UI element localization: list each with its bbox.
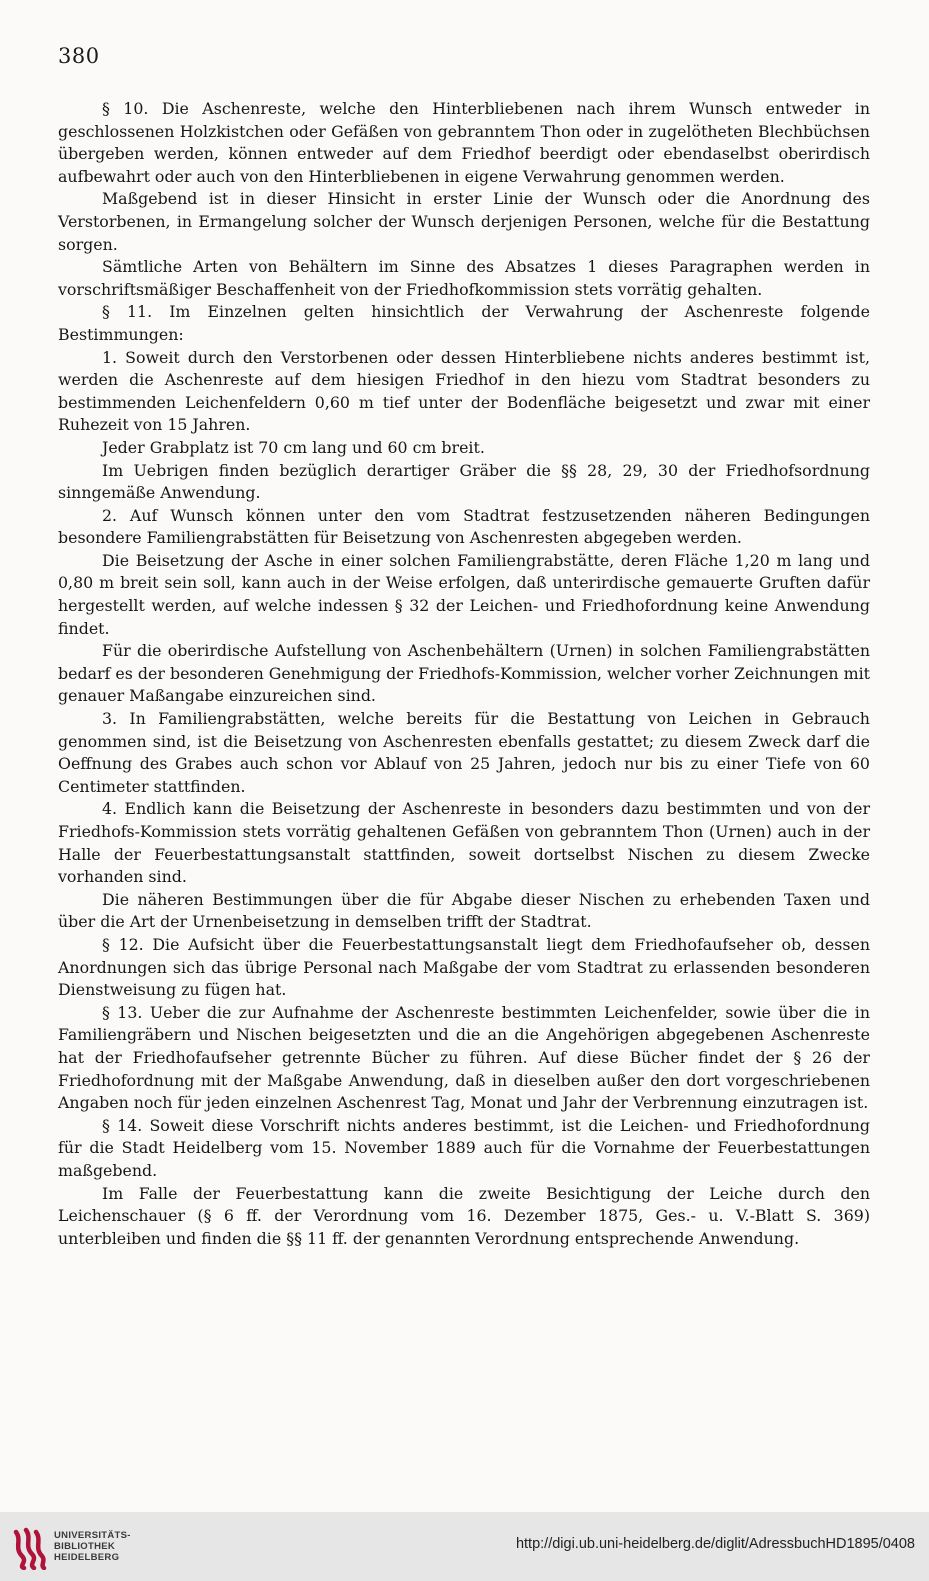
paragraph: Sämtliche Arten von Behältern im Sinne des Absatzes 1 dieses Paragraphen werden in vorschriftsmäßiger Beschaffenheit von der Friedhofkommission stets vorrätig gehalten. xyxy=(58,257,870,299)
page-number: 380 xyxy=(58,44,100,68)
paragraph: § 14. Soweit diese Vorschrift nichts anderes bestimmt, ist die Leichen- und Friedhofordnung für die Stadt Heidelberg vom 15. November 1889 auch für die Vornahme der Feuerbestattungen maßgebend. xyxy=(58,1115,870,1180)
paragraph: Maßgebend ist in dieser Hinsicht in erster Linie der Wunsch oder die Anordnung des Verstorbenen, in Ermangelung solcher der Wunsch derjenigen Personen, welche für die Bestattung sorgen. xyxy=(58,189,870,254)
viewer-footer xyxy=(0,1512,929,1581)
paragraph: Im Falle der Feuerbestattung kann die zweite Besichtigung der Leiche durch den Leichenschauer (§ 6 ff. der Verordnung vom 16. Dezember 1875, Ges.- u. V.-Blatt S. 369) unterbleiben und finden die §§ 11 ff. der genannten Verordnung entsprechende Anwendung. xyxy=(58,1183,870,1248)
paragraph: 1. Soweit durch den Verstorbenen oder dessen Hinterbliebene nichts anderes bestimmt ist, werden die Aschenreste auf dem hiesigen Friedhof in den hiezu vom Stadtrat besonders zu bestimmenden Leichenfeldern 0,60 m tief unter der Bodenfläche beigesetzt und zwar mit einer Ruhezeit von 15 Jahren. xyxy=(58,347,870,435)
paragraph: 2. Auf Wunsch können unter den vom Stadtrat festzusetzenden näheren Bedingungen besondere Familiengrabstätten für Beisetzung von Aschenresten abgegeben werden. xyxy=(58,505,870,548)
university-library-logo-icon xyxy=(8,1526,52,1570)
paragraph: Die näheren Bestimmungen über die für Abgabe dieser Nischen zu erhebenden Taxen und über die Art der Urnenbeisetzung in demselben trifft der Stadtrat. xyxy=(58,889,870,932)
paragraph: Im Uebrigen finden bezüglich derartiger Gräber die §§ 28, 29, 30 der Friedhofsordnung sinngemäße Anwendung. xyxy=(58,460,870,503)
paragraph: Jeder Grabplatz ist 70 cm lang und 60 cm breit. xyxy=(102,437,485,457)
permalink-url[interactable]: http://digi.ub.uni-heidelberg.de/diglit/AdressbuchHD1895/0408 xyxy=(515,1536,915,1552)
paragraph: § 13. Ueber die zur Aufnahme der Aschenreste bestimmten Leichenfelder, sowie über die in Familiengräbern und Nischen beigesetzten und die an die Angehörigen abgegebenen Aschenreste hat der Friedhofaufseher getrennte Bücher zu führen. Auf diese Bücher findet der § 26 der Friedhofordnung mit der Maßgabe Anwendung, daß in dieselben außer den dort vorgeschriebenen Angaben noch für jeden einzelnen Aschenrest Tag, Monat und Jahr der Verbrennung einzutragen ist. xyxy=(58,1002,870,1113)
page-text-body xyxy=(58,98,870,1250)
paragraph: § 11. Im Einzelnen gelten hinsichtlich der Verwahrung der Aschenreste folgende Bestimmungen: xyxy=(58,302,870,344)
paragraph: § 12. Die Aufsicht über die Feuerbestattungsanstalt liegt dem Friedhofaufseher ob, dessen Anordnungen sich das übrige Personal nach Maßgabe der vom Stadtrat zu erlassenden besonderen Dienstweisung zu fügen hat. xyxy=(58,934,870,1000)
paragraph: § 10. Die Aschenreste, welche den Hinterbliebenen nach ihrem Wunsch entweder in geschlossenen Holzkistchen oder Gefäßen von gebranntem Thon oder in zugelötheten Blechbüchsen übergeben werden, können entweder auf dem Friedhof beerdigt oder ebendaselbst oberirdisch aufbewahrt oder auch von den Hinterbliebenen in eigene Verwahrung genommen werden. xyxy=(58,99,870,186)
paragraph: Für die oberirdische Aufstellung von Aschenbehältern (Urnen) in solchen Familiengrabstätten bedarf es der besonderen Genehmigung der Friedhofs-Kommission, welcher vorher Zeichnungen mit genauer Maßangabe einzureichen sind. xyxy=(58,641,870,706)
library-name: UNIVERSITÄTS- BIBLIOTHEK HEIDELBERG xyxy=(54,1530,131,1563)
paragraph: 4. Endlich kann die Beisetzung der Aschenreste in besonders dazu bestimmten und von der Friedhofs-Kommission stets vorrätig gehaltenen Gefäßen von gebranntem Thon (Urnen) auch in der Halle der Feuerbestattungsanstalt stattfinden, soweit dortselbst Nischen zu diesem Zwecke vorhanden sind. xyxy=(58,799,870,887)
paragraph: 3. In Familiengrabstätten, welche bereits für die Bestattung von Leichen in Gebrauch genommen sind, ist die Beisetzung von Aschenresten ebenfalls gestattet; zu diesem Zweck darf die Oeffnung des Grabes auch schon vor Ablauf von 25 Jahren, jedoch nur bis zu einer Tiefe von 60 Centimeter stattfinden. xyxy=(58,709,870,796)
paragraph: Die Beisetzung der Asche in einer solchen Familiengrabstätte, deren Fläche 1,20 m lang und 0,80 m breit sein soll, kann auch in der Weise erfolgen, daß unterirdische gemauerte Gruften dafür hergestellt werden, auf welche indessen § 32 der Leichen- und Friedhofordnung keine Anwendung findet. xyxy=(58,550,870,638)
